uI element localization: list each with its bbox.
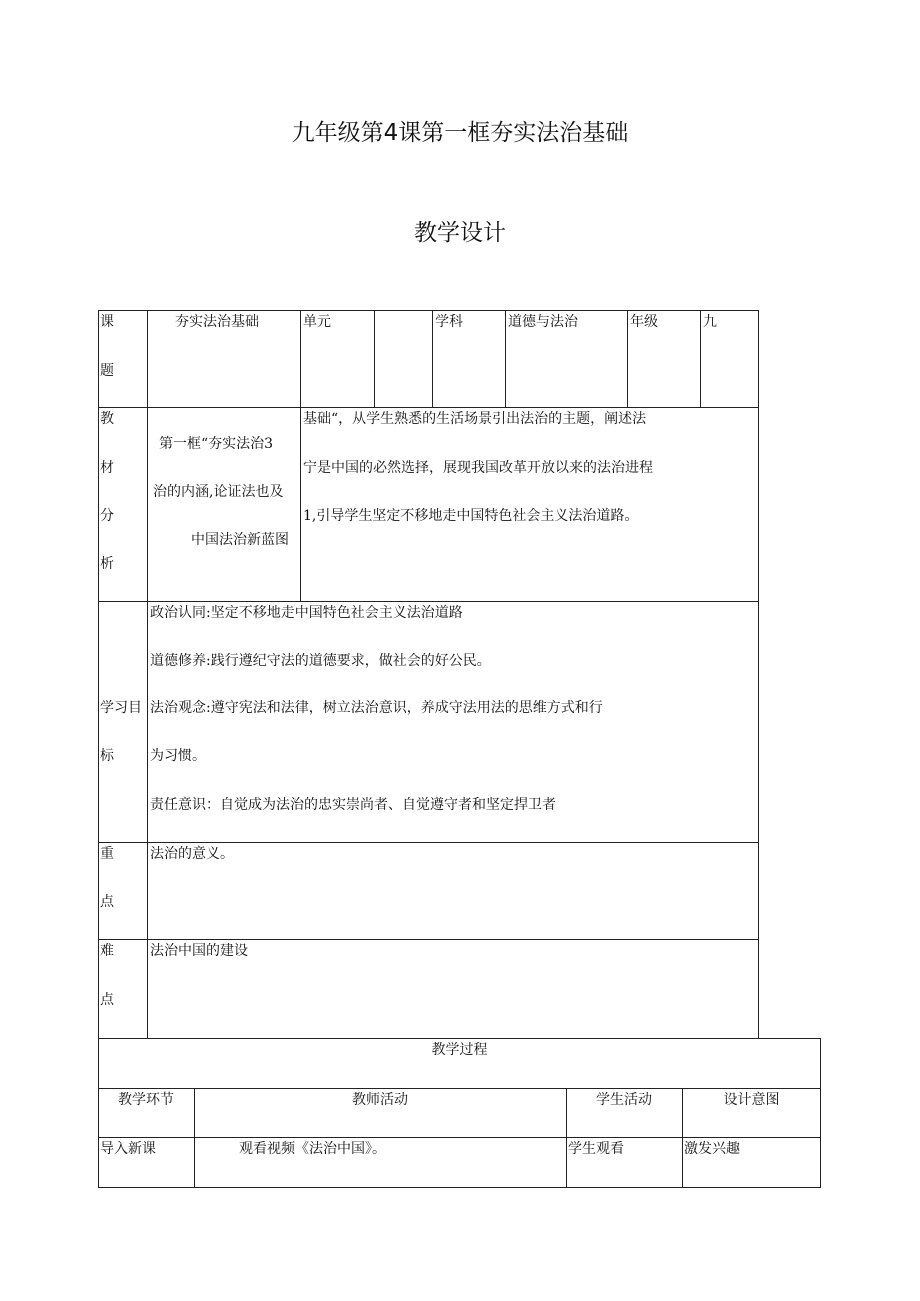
process-header-intent: 设计意图: [723, 1092, 780, 1108]
grade-label: 年级: [630, 314, 658, 330]
objective-line-5: 责任意识：自觉成为法治的忠实崇尚者、自觉遵守者和坚定捍卫者: [150, 797, 556, 813]
lesson-title-value: 夯实法治基础: [175, 314, 259, 330]
document-title: 九年级第4课第一框夯实法治基础: [291, 120, 629, 146]
unit-label: 单元: [303, 314, 331, 330]
key-point-text: 法治的意义。: [150, 846, 234, 862]
process-row-stage: 导入新课: [100, 1141, 156, 1157]
lesson-label-2: 题: [100, 363, 114, 379]
objective-line-1: 政治认同:坚定不移地走中国特色社会主义法治道路: [150, 605, 463, 621]
material-right-line-2: 宁是中国的必然选择，展现我国改革开放以来的法治进程: [303, 460, 653, 476]
document-subtitle: 教学设计: [414, 220, 506, 246]
process-row-teacher: 观看视频《法治中国》。: [239, 1141, 386, 1157]
difficulty-label-1: 难: [100, 943, 114, 959]
process-row-intent: 激发兴趣: [684, 1141, 740, 1157]
material-label-1: 教: [100, 411, 114, 427]
key-point-label-2: 点: [100, 894, 114, 910]
material-label-2: 材: [100, 460, 114, 476]
key-point-label-1: 重: [100, 846, 114, 862]
material-label-4: 析: [100, 556, 114, 572]
objective-line-2: 道德修养:践行遵纪守法的道德要求，做社会的好公民。: [150, 653, 491, 669]
objectives-label-2: 标: [100, 748, 114, 764]
subject-value: 道德与法治: [508, 314, 578, 330]
process-row-student: 学生观看: [568, 1141, 624, 1157]
difficulty-text: 法治中国的建设: [150, 943, 248, 959]
difficulty-label-2: 点: [100, 992, 114, 1008]
process-table-border: [98, 1038, 821, 1188]
objective-line-3: 法治观念:遵守宪法和法律，树立法治意识，养成守法用法的思维方式和行: [150, 700, 603, 716]
grade-value: 九: [703, 314, 717, 330]
process-header-student: 学生活动: [596, 1092, 652, 1108]
objectives-label-1: 学习目: [100, 700, 142, 716]
subject-label: 学科: [435, 314, 463, 330]
objective-line-4: 为习惯。: [150, 748, 206, 764]
process-heading: 教学过程: [431, 1042, 488, 1058]
lesson-label-1: 课: [100, 314, 114, 330]
material-left-line-2: 治的内涵,论证法也及: [153, 484, 284, 500]
material-right-line-3: 1,引导学生坚定不移地走中国特色社会主义法治道路。: [303, 508, 639, 524]
material-label-3: 分: [100, 508, 114, 524]
material-right-line-1: 基础“，从学生熟悉的生活场景引出法治的主题，阐述法: [303, 411, 647, 427]
material-left-line-3: 中国法治新蓝图: [191, 532, 289, 548]
process-header-stage: 教学环节: [118, 1092, 174, 1108]
process-header-teacher: 教师活动: [352, 1092, 408, 1108]
material-left-line-1: 第一框“夯实法治3: [159, 436, 274, 452]
